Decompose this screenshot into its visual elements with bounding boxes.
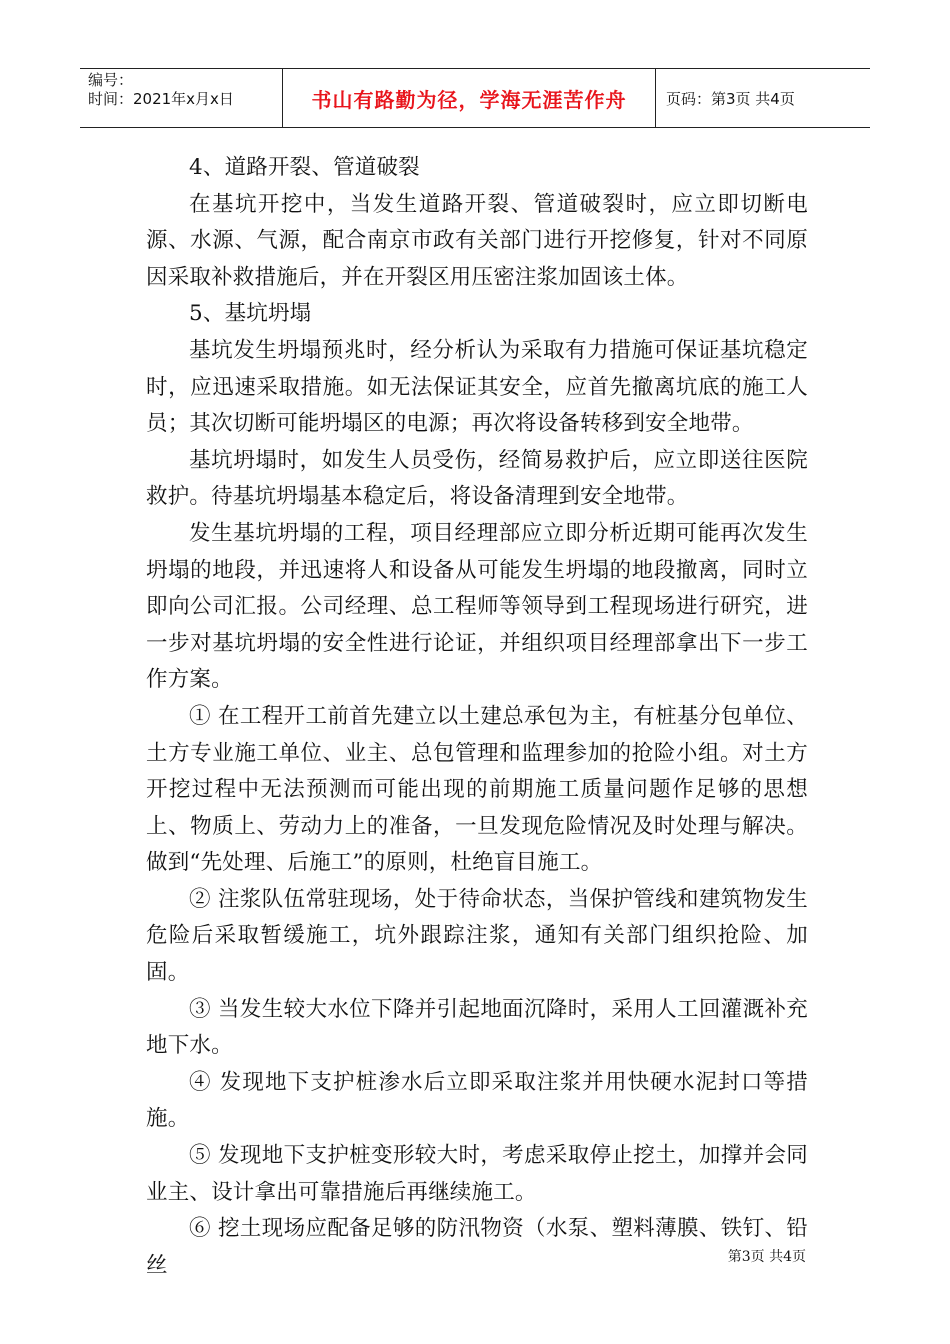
header-time-label: 时间：2021年x月x日 <box>88 90 234 108</box>
section-heading-pit-collapse: 5、基坑坍塌 <box>189 301 312 327</box>
list-item: ④ 发现地下支护桩渗水后立即采取注浆并用快硬水泥封口等措施。 <box>146 1069 808 1132</box>
header-motto: 书山有路勤为径，学海无涯苦作舟 <box>283 69 656 127</box>
paragraph: 在基坑开挖中，当发生道路开裂、管道破裂时，应立即切断电源、水源、气源，配合南京市政有关部门进行开挖修复，针对不同原因采取补救措施后，并在开裂区用压密注浆加固该土体。 <box>146 191 808 290</box>
page-header <box>80 68 870 128</box>
header-number-label: 编号： <box>88 71 134 89</box>
list-item: ③ 当发生较大水位下降并引起地面沉降时，采用人工回灌溉补充地下水。 <box>146 996 808 1059</box>
paragraph: 发生基坑坍塌的工程，项目经理部应立即分析近期可能再次发生坍塌的地段，并迅速将人和设备从可能发生坍塌的地段撤离，同时立即向公司汇报。公司经理、总工程师等领导到工程现场进行研究，进一步对基坑坍塌的安全性进行论证，并组织项目经理部拿出下一步工作方案。 <box>146 520 808 693</box>
list-item: ① 在工程开工前首先建立以土建总承包为主，有桩基分包单位、土方专业施工单位、业主、总包管理和监理参加的抢险小组。对土方开挖过程中无法预测而可能出现的前期施工质量问题作足够的思想上、物质上、劳动力上的准备，一旦发现危险情况及时处理与解决。做到“先处理、后施工”的原则，杜绝盲目施工。 <box>146 703 808 876</box>
document-body <box>146 150 808 1284</box>
page-footer: 第3页 共4页 <box>727 1249 806 1265</box>
header-meta <box>80 69 283 127</box>
paragraph: 基坑发生坍塌预兆时，经分析认为采取有力措施可保证基坑稳定时，应迅速采取措施。如无法保证其安全，应首先撤离坑底的施工人员；其次切断可能坍塌区的电源；再次将设备转移到安全地带。 <box>146 337 808 437</box>
paragraph: 基坑坍塌时，如发生人员受伤，经简易救护后，应立即送往医院救护。待基坑坍塌基本稳定后，将设备清理到安全地带。 <box>146 447 808 510</box>
list-item: ⑤ 发现地下支护桩变形较大时，考虑采取停止挖土，加撑并会同业主、设计拿出可靠措施后再继续施工。 <box>146 1143 808 1205</box>
list-item: ② 注浆队伍常驻现场，处于待命状态，当保护管线和建筑物发生危险后采取暂缓施工，坑外跟踪注浆，通知有关部门组织抢险、加固。 <box>146 886 808 986</box>
header-page-info: 页码：第3页 共4页 <box>666 89 795 108</box>
section-heading-road-crack: 4、道路开裂、管道破裂 <box>189 155 420 180</box>
list-item: ⑥ 挖土现场应配备足够的防汛物资（水泵、塑料薄膜、铁钉、铅丝 <box>146 1216 808 1278</box>
